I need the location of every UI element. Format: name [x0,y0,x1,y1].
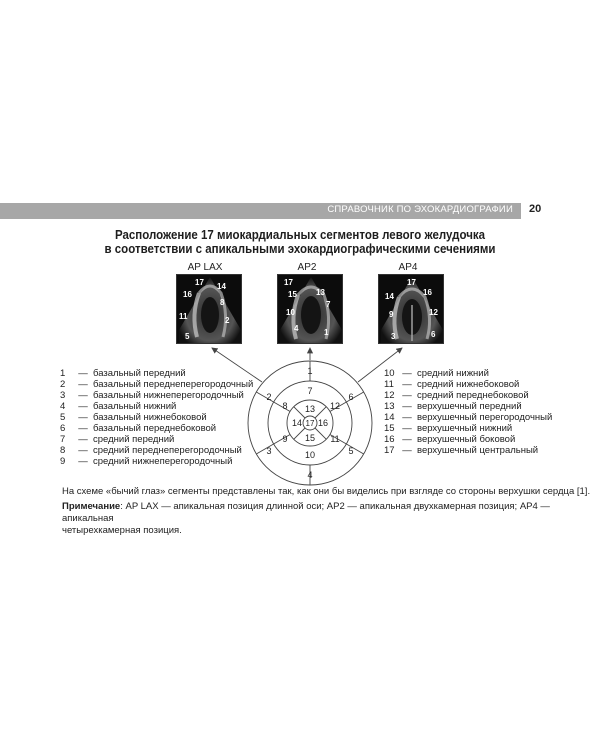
echo-num: 9 [389,310,394,319]
segment-label: 5 [348,446,354,456]
segment-label: 17 [305,419,315,428]
echo-num: 17 [407,278,416,287]
segment-label: 6 [348,392,354,402]
legend-row: 10 — средний нижний [384,368,489,379]
bullseye-17-segment [245,358,375,488]
echo-num: 14 [217,282,226,291]
segment-label: 7 [307,386,313,396]
legend-row: 17 — верхушечный центральный [384,445,539,456]
segment-label: 15 [304,433,316,443]
echo-num: 7 [326,300,331,309]
segment-label: 11 [330,434,340,444]
legend-row: 16 — верхушечный боковой [384,434,516,445]
echo-num: 12 [429,308,438,317]
segment-label: 14 [291,418,303,428]
segment-label: 9 [282,434,288,444]
footnote [62,501,600,537]
echo-num: 17 [195,278,204,287]
legend-row: 13 — верхушечный передний [384,401,522,412]
echo-label-ap4: AP4 [398,262,418,273]
segment-label: 3 [266,446,272,456]
legend-row: 11 — средний нижнебоковой [384,379,520,390]
echo-num: 3 [391,332,396,341]
legend-row: 5 — базальный нижнебоковой [60,412,207,423]
page-number: 20 [529,203,542,215]
bullseye-note: На схеме «бычий глаз» сегменты представлены так, как они бы виделись при взгляде со стороны верхушки сердца [1]. [62,486,591,497]
echo-num: 15 [288,290,297,299]
echo-label-ap2: AP2 [297,262,317,273]
echo-num: 6 [431,330,436,339]
echo-num: 1 [324,328,329,337]
echo-num: 13 [316,288,325,297]
legend-right [384,368,552,456]
legend-row: 9 — средний нижнеперегородочный [60,456,233,467]
segment-label: 12 [329,401,341,411]
figure-title-line-2: в соответствии с апикальными эхокардиографическими сечениями [104,242,496,256]
segment-label: 1 [307,366,313,376]
echo-num: 16 [183,290,192,299]
echo-num: 4 [294,324,299,333]
segment-label: 13 [304,404,316,414]
legend-row: 7 — средний передний [60,434,175,445]
legend-left [60,368,253,467]
legend-row: 15 — верхушечный нижний [384,423,513,434]
echo-num: 17 [284,278,293,287]
echo-num: 16 [423,288,432,297]
segment-label: 4 [307,470,313,480]
legend-row: 12 — средний переднебоковой [384,390,529,401]
segment-label: 16 [317,418,329,428]
footnote-line-1 [62,501,600,525]
echo-num: 11 [179,312,188,321]
legend-row: 1 — базальный передний [60,368,186,379]
echo-num: 8 [220,298,225,307]
segment-label: 8 [282,401,288,411]
header-title: СПРАВОЧНИК ПО ЭХОКАРДИОГРАФИИ [327,204,513,215]
legend-row: 2 — базальный переднеперегородочный [60,379,254,390]
echo-num: 5 [185,332,190,341]
legend-row: 3 — базальный нижнеперегородочный [60,390,244,401]
figure-title-line-1: Расположение 17 миокардиальных сегментов левого желудочка [114,228,486,242]
legend-row: 14 — верхушечный перегородочный [384,412,553,423]
legend-row: 6 — базальный переднебоковой [60,423,217,434]
footnote-label: Примечание [62,501,121,512]
segment-label: 10 [304,450,316,460]
footnote-line-2: четырехкамерная позиция. [62,525,182,536]
echo-num: 2 [225,316,230,325]
echo-num: 14 [385,292,394,301]
segment-label: 2 [266,392,272,402]
legend-row: 4 — базальный нижний [60,401,177,412]
footnote-text-1: : AP LAX — апикальная позиция длинной оси; AP2 — апикальная двухкамерная позиция; AP4 — апикальная [62,501,550,524]
legend-row: 8 — средний переднеперегородочный [60,445,242,456]
echo-num: 10 [286,308,295,317]
echo-label-ap-lax: AP LAX [187,262,223,273]
